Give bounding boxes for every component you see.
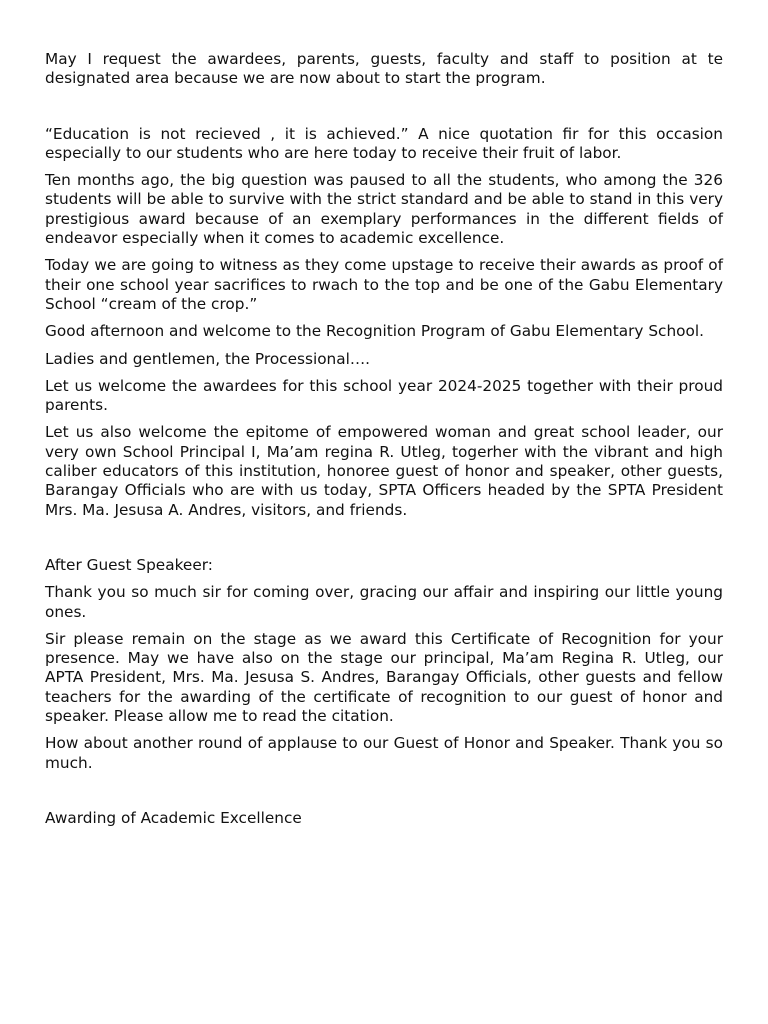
paragraph-applause: How about another round of applause to our Guest of Honor and Speaker. Thank you so much. — [45, 734, 723, 772]
paragraph-welcome-principal: Let us also welcome the epitome of empowered woman and great school leader, our very own School Principal I, Ma’am regina R. Utleg, togerher with the vibrant and high caliber educators of this institution, honoree guest of honor and speaker, other guests, Barangay Officials who are with us today, SPTA Officers headed by the SPTA President Mrs. Ma. Jesusa A. Andres, visitors, and friends. — [45, 423, 723, 519]
paragraph-witness-upstage: Today we are going to witness as they come upstage to receive their awards as proof of their one school year sacrifices to rwach to the top and be one of the Gabu Elementary School “cream of the crop.” — [45, 256, 723, 313]
paragraph-good-afternoon: Good afternoon and welcome to the Recognition Program of Gabu Elementary School. — [45, 322, 704, 341]
paragraph-processional: Ladies and gentlemen, the Processional…. — [45, 349, 371, 368]
paragraph-certificate-recognition: Sir please remain on the stage as we award this Certificate of Recognition for your presence. May we have also on the stage our principal, Ma’am Regina R. Utleg, our APTA President, Mrs. Ma. Jesusa S. Andres, Barangay Officials, other guests and fellow teachers for the awarding of the certificate of recognition to our guest of honor and speaker. Please allow me to read the citation. — [45, 629, 723, 726]
paragraph-ten-months-ago: Ten months ago, the big question was paused to all the students, who among the 326 students will be able to survive with the strict standard and be able to stand in this very prestigious award because of an exemplary performances in the different fields of endeavor especially when it comes to academic excellence. — [45, 171, 723, 248]
heading-awarding-academic-excellence: Awarding of Academic Excellence — [45, 808, 302, 827]
paragraph-request-position: May I request the awardees, parents, guests, faculty and staff to position at te designated area because we are now about to start the program. — [45, 50, 723, 88]
paragraph-education-quote: “Education is not recieved , it is achieved.” A nice quotation fir for this occasion especially to our students who are here today to receive their fruit of labor. — [45, 124, 723, 162]
paragraph-welcome-awardees: Let us welcome the awardees for this school year 2024-2025 together with their proud parents. — [45, 376, 723, 415]
heading-after-guest-speaker: After Guest Speakeer: — [45, 555, 213, 574]
paragraph-thank-you-sir: Thank you so much sir for coming over, gracing our affair and inspiring our little young ones. — [45, 583, 723, 621]
